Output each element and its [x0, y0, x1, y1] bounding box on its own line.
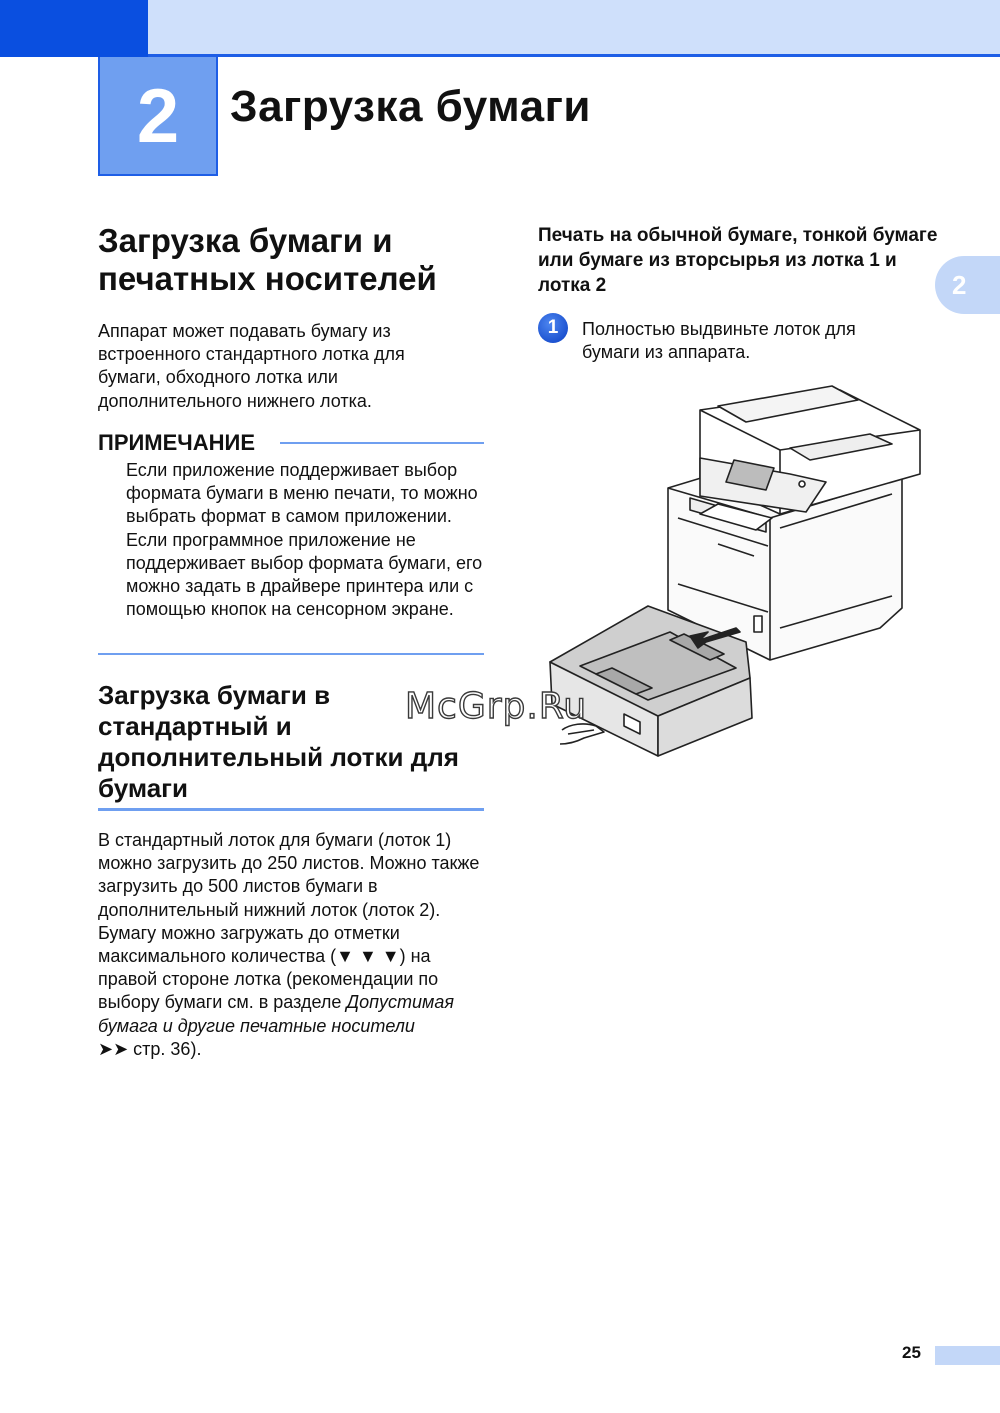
body-text: В стандартный лоток для бумаги (лоток 1) можно загрузить до 250 листов. Можно также загрузить до 500 листов бумаги в дополнительный нижний лоток (лоток 2). Бумагу можно загружать до отметки максимального количества (▼ ▼ ▼) на правой стороне лотка (рекомендации по выбору бумаги см. в разделе [98, 830, 480, 1013]
body-paragraph [98, 829, 490, 1061]
header-band [148, 0, 1000, 54]
page-number: 25 [902, 1343, 921, 1362]
header-rule [148, 54, 1000, 57]
step-text: Полностью выдвиньте лоток для бумаги из аппарата. [582, 319, 856, 363]
note-text: Если приложение поддерживает выбор формата бумаги в меню печати, то можно выбрать формат в самом приложении. Если программное приложение не поддерживает выбор формата бумаги, его можно задать в драйвере принтера или с помощью кнопок на сенсорном экране. [126, 460, 483, 620]
printer-tray-illustration [540, 378, 930, 758]
intro-paragraph: Аппарат может подавать бумагу из встроенного стандартного лотка для бумаги, обходного лотка или дополнительного нижнего лотка. [98, 321, 405, 411]
note-bottom-rule [98, 653, 484, 655]
chapter-title: Загрузка бумаги [230, 82, 591, 131]
page-number-bar [935, 1346, 1000, 1365]
chapter-side-tab: 2 [935, 256, 1000, 314]
note-title-rule [280, 442, 484, 444]
right-heading: Печать на обычной бумаге, тонкой бумаге или бумаге из вторсырья из лотка 1 и лотка 2 [538, 225, 938, 296]
chapter-number-box: 2 [98, 57, 218, 176]
page-reference: ➤➤ стр. 36). [98, 1038, 202, 1059]
subsection-title: Загрузка бумаги в стандартный и дополнительный лотки для бумаги [98, 680, 459, 803]
watermark: McGrp.Ru [405, 686, 588, 727]
cross-reference-link[interactable]: Допустимая бумага и другие печатные носители [98, 992, 454, 1036]
subsection-rule [98, 808, 484, 811]
step-number-badge: 1 [538, 313, 568, 343]
note-title: ПРИМЕЧАНИЕ [98, 430, 256, 455]
section-title: Загрузка бумаги и печатных носителей [98, 222, 437, 297]
header-corner-block [0, 0, 148, 57]
